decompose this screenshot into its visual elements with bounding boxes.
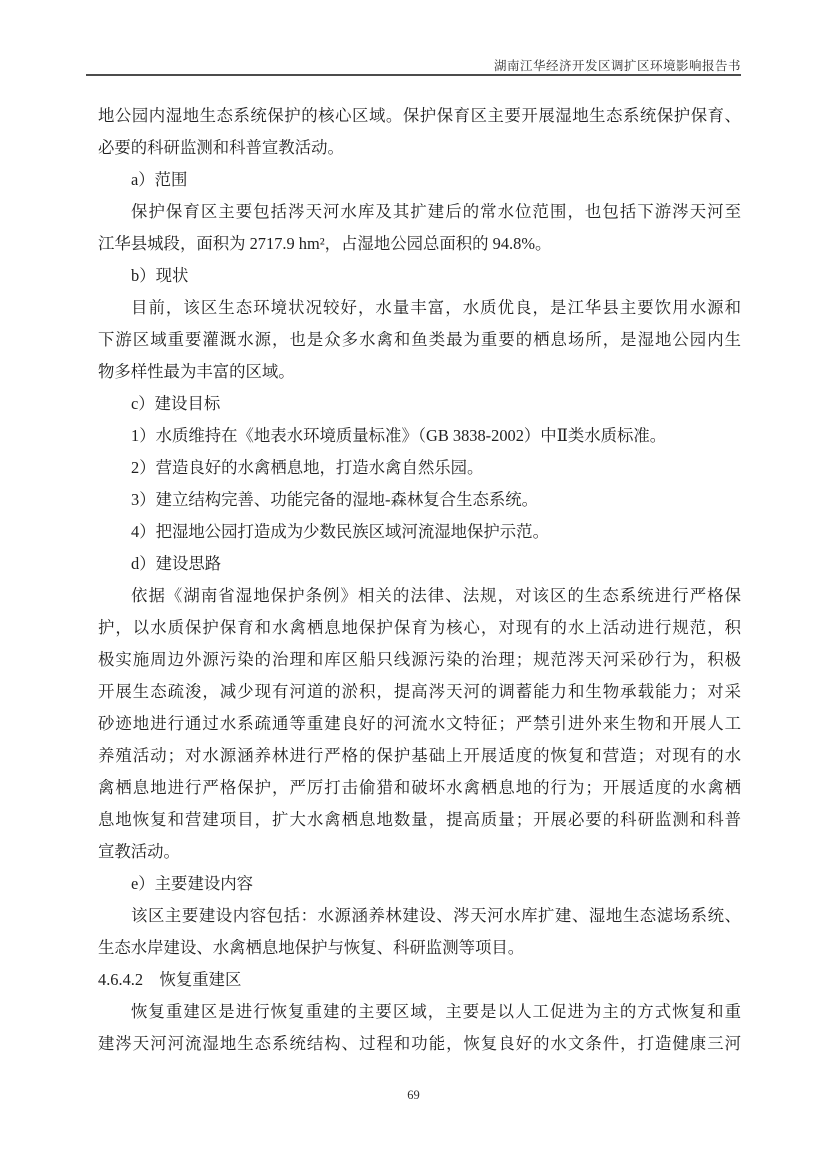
page-header-title: 湖南江华经济开发区调扩区环境影响报告书 bbox=[493, 59, 741, 73]
text-line: 1）水质维持在《地表水环境质量标准》（GB 3838-2002）中Ⅱ类水质标准。 bbox=[131, 426, 667, 445]
text-line: 下游区域重要灌溉水源，也是众多水禽和鱼类最为重要的栖息场所，是湿地公园内生 bbox=[98, 330, 741, 349]
document-body bbox=[98, 100, 741, 1060]
text-line: 目前，该区生态环境状况较好，水量丰富，水质优良，是江华县主要饮用水源和 bbox=[131, 298, 741, 317]
text-line: 砂迹地进行通过水系疏通等重建良好的河流水文特征；严禁引进外来生物和开展人工 bbox=[98, 714, 741, 733]
text-line: 该区主要建设内容包括：水源涵养林建设、涔天河水库扩建、湿地生态滤场系统、 bbox=[131, 906, 741, 925]
text-line: a）范围 bbox=[131, 170, 188, 189]
text-line: 禽栖息地进行严格保护，严厉打击偷猎和破坏水禽栖息地的行为；开展适度的水禽栖 bbox=[98, 778, 741, 797]
text-line: 依据《湖南省湿地保护条例》相关的法律、法规，对该区的生态系统进行严格保 bbox=[131, 586, 741, 605]
text-line: 地公园内湿地生态系统保护的核心区域。保护保育区主要开展湿地生态系统保护保育、 bbox=[98, 106, 741, 125]
text-line: 保护保育区主要包括涔天河水库及其扩建后的常水位范围，也包括下游涔天河至 bbox=[131, 202, 741, 221]
text-line: b）现状 bbox=[131, 266, 189, 285]
text-line: 必要的科研监测和科普宣教活动。 bbox=[98, 138, 344, 157]
section-heading: 4.6.4.2 恢复重建区 bbox=[98, 970, 242, 989]
text-line: 宣教活动。 bbox=[98, 842, 180, 861]
text-line: 2）营造良好的水禽栖息地，打造水禽自然乐园。 bbox=[131, 458, 484, 477]
text-line: 江华县城段，面积为 2717.9 hm²，占湿地公园总面积的 94.8%。 bbox=[98, 234, 552, 253]
text-line: 3）建立结构完善、功能完备的湿地-森林复合生态系统。 bbox=[131, 490, 539, 509]
text-line: 恢复重建区是进行恢复重建的主要区域，主要是以人工促进为主的方式恢复和重 bbox=[131, 1002, 741, 1021]
text-line: 建涔天河河流湿地生态系统结构、过程和功能，恢复良好的水文条件，打造健康三河 bbox=[98, 1034, 741, 1053]
text-line: 开展生态疏浚，减少现有河道的淤积，提高涔天河的调蓄能力和生物承载能力；对采 bbox=[98, 682, 741, 701]
header-rule bbox=[86, 74, 741, 76]
text-line: e）主要建设内容 bbox=[131, 874, 254, 893]
text-line: 养殖活动；对水源涵养林进行严格的保护基础上开展适度的恢复和营造；对现有的水 bbox=[98, 746, 741, 765]
text-line: 息地恢复和营建项目，扩大水禽栖息地数量，提高质量；开展必要的科研监测和科普 bbox=[98, 810, 741, 829]
text-line: 物多样性最为丰富的区域。 bbox=[98, 362, 295, 381]
text-line: 护，以水质保护保育和水禽栖息地保护保育为核心，对现有的水上活动进行规范，积 bbox=[98, 618, 741, 637]
text-line: c）建设目标 bbox=[131, 394, 221, 413]
page-number: 69 bbox=[407, 1088, 420, 1102]
text-line: d）建设思路 bbox=[131, 554, 222, 573]
text-line: 4）把湿地公园打造成为少数民族区域河流湿地保护示范。 bbox=[131, 522, 549, 541]
text-line: 极实施周边外源污染的治理和库区船只线源污染的治理；规范涔天河采砂行为，积极 bbox=[98, 650, 741, 669]
text-line: 生态水岸建设、水禽栖息地保护与恢复、科研监测等项目。 bbox=[98, 938, 525, 957]
